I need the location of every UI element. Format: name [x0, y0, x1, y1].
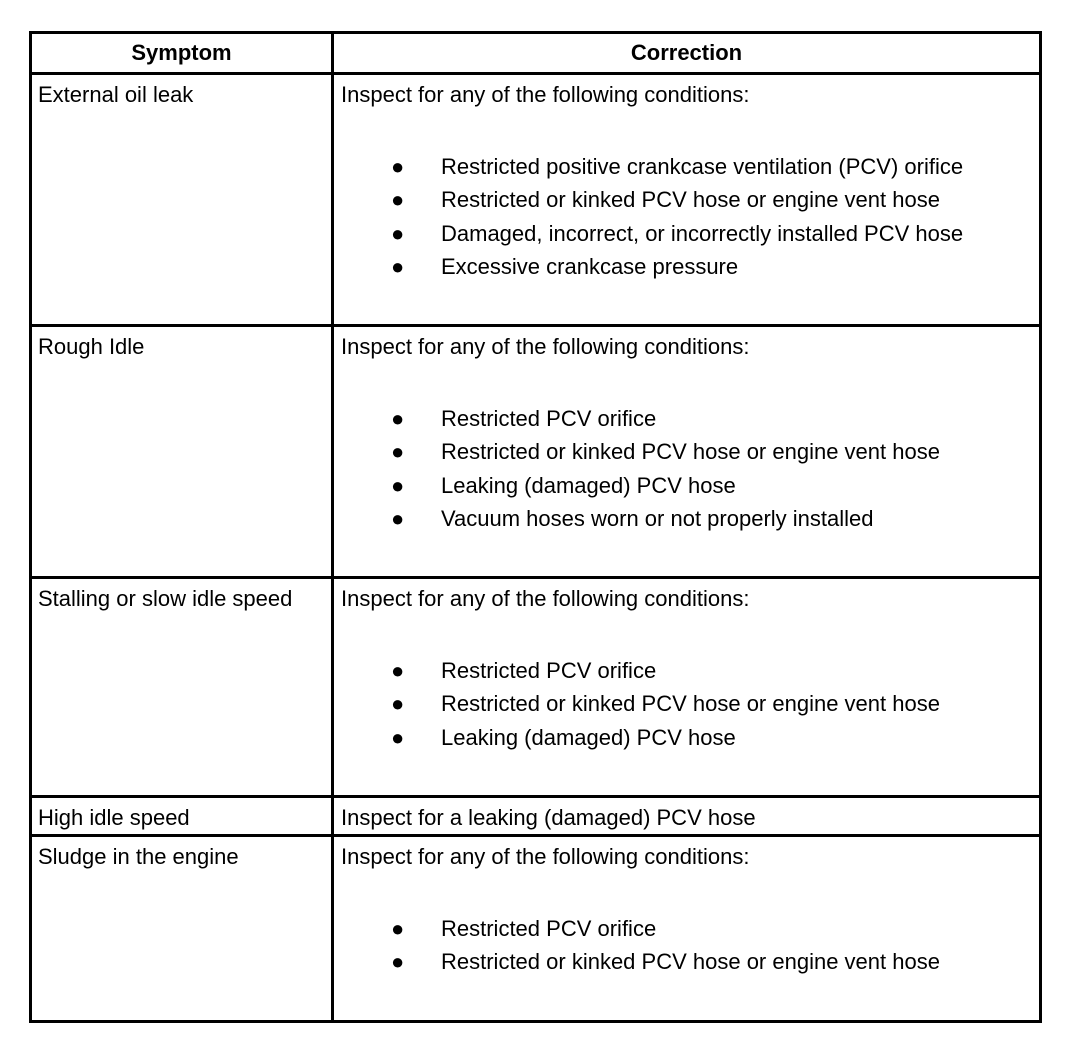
condition-list — [341, 912, 1039, 979]
symptom-cell: High idle speed — [31, 797, 333, 836]
table-row — [31, 797, 1041, 836]
condition-text: Restricted or kinked PCV hose or engine vent hose — [441, 439, 940, 464]
condition-list — [341, 402, 1039, 536]
table-row — [31, 326, 1041, 578]
condition-text: Leaking (damaged) PCV hose — [441, 472, 736, 498]
bullet-icon: ● — [391, 657, 405, 683]
correction-cell — [333, 326, 1041, 578]
bullet-icon: ● — [391, 220, 405, 246]
correction-intro: Inspect for any of the following conditions: — [341, 334, 750, 359]
bullet-icon: ● — [391, 187, 405, 212]
bullet-icon: ● — [391, 915, 405, 941]
list-item — [341, 721, 1039, 755]
list-item — [341, 469, 1039, 503]
bullet-icon: ● — [391, 691, 405, 716]
symptom-correction-table — [29, 31, 1042, 1023]
symptom-cell: Stalling or slow idle speed — [31, 578, 333, 797]
list-item — [341, 654, 1039, 688]
correction-cell — [333, 836, 1041, 1022]
bullet-icon: ● — [391, 405, 405, 431]
condition-text: Restricted or kinked PCV hose or engine vent hose — [441, 949, 940, 974]
correction-intro: Inspect for any of the following conditions: — [341, 586, 750, 611]
correction-cell — [333, 578, 1041, 797]
bullet-icon: ● — [391, 254, 405, 279]
correction-intro: Inspect for any of the following conditions: — [341, 844, 750, 869]
table-row — [31, 836, 1041, 1022]
condition-text: Restricted PCV orifice — [441, 405, 657, 431]
condition-text: Damaged, incorrect, or incorrectly installed PCV hose — [441, 220, 964, 246]
table-row — [31, 578, 1041, 797]
list-item — [341, 912, 1039, 946]
condition-text: Restricted or kinked PCV hose or engine vent hose — [441, 187, 940, 212]
list-item — [341, 250, 1039, 284]
bullet-icon: ● — [391, 153, 405, 179]
condition-list — [341, 150, 1039, 284]
bullet-icon: ● — [391, 949, 405, 974]
list-item — [341, 687, 1039, 721]
table-row — [31, 74, 1041, 326]
symptom-header: Symptom — [31, 33, 333, 74]
list-item — [341, 150, 1039, 184]
condition-text: Excessive crankcase pressure — [441, 254, 739, 279]
list-item — [341, 402, 1039, 436]
list-item — [341, 435, 1039, 469]
condition-text: Restricted PCV orifice — [441, 657, 657, 683]
bullet-icon: ● — [391, 724, 405, 750]
symptom-cell: External oil leak — [31, 74, 333, 326]
condition-text: Restricted PCV orifice — [441, 915, 657, 941]
list-item — [341, 183, 1039, 217]
list-item — [341, 217, 1039, 251]
correction-cell — [333, 797, 1041, 836]
condition-list — [341, 654, 1039, 755]
correction-cell — [333, 74, 1041, 326]
bullet-icon: ● — [391, 506, 405, 531]
bullet-icon: ● — [391, 439, 405, 464]
symptom-cell: Rough Idle — [31, 326, 333, 578]
correction-intro: Inspect for any of the following conditions: — [341, 82, 750, 107]
condition-text: Vacuum hoses worn or not properly installed — [441, 506, 874, 531]
bullet-icon: ● — [391, 472, 405, 498]
list-item — [341, 502, 1039, 536]
condition-text: Restricted positive crankcase ventilation (PCV) orifice — [441, 153, 964, 179]
list-item — [341, 945, 1039, 979]
condition-text: Leaking (damaged) PCV hose — [441, 724, 736, 750]
symptom-cell: Sludge in the engine — [31, 836, 333, 1022]
condition-text: Restricted or kinked PCV hose or engine vent hose — [441, 691, 940, 716]
correction-intro: Inspect for a leaking (damaged) PCV hose — [341, 805, 756, 830]
correction-header: Correction — [333, 33, 1041, 74]
header-row — [31, 33, 1041, 74]
